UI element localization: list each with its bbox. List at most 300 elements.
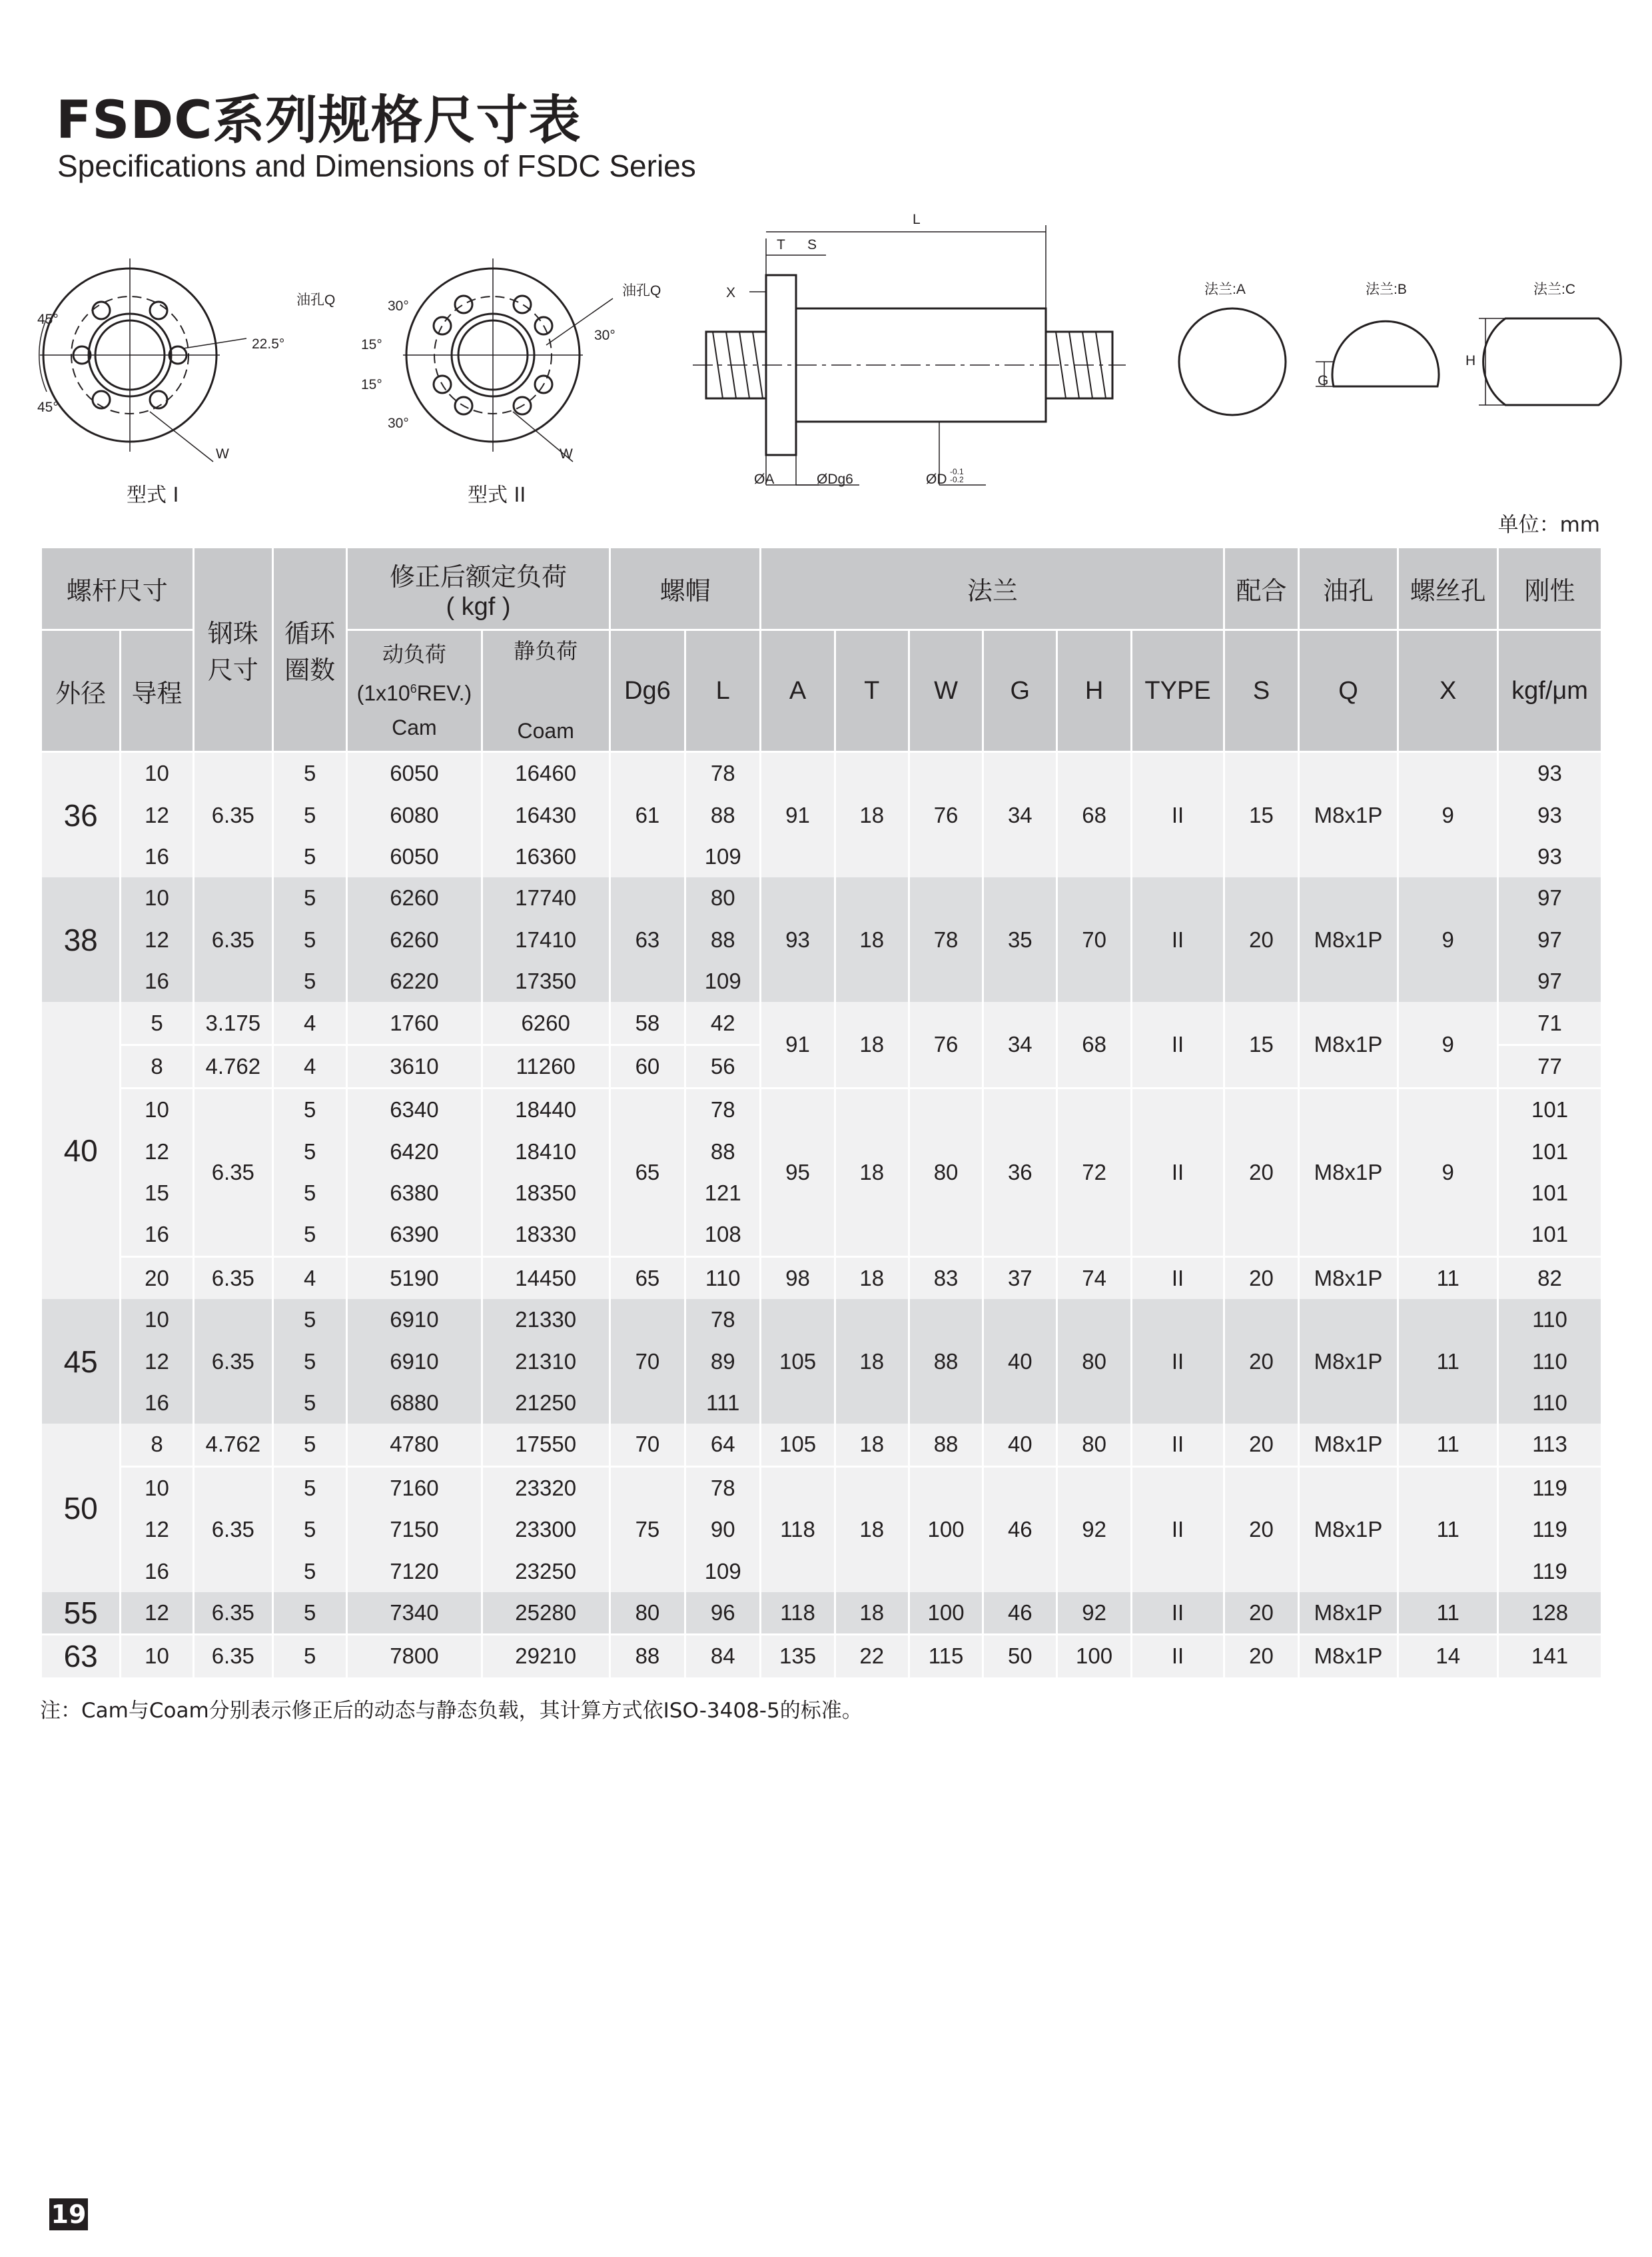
table-cell: II <box>1131 1089 1224 1257</box>
table-row <box>41 1089 1602 1131</box>
header-l: L <box>685 630 761 752</box>
header-oil: 油孔 <box>1298 548 1398 630</box>
table-cell: 23300 <box>482 1509 610 1550</box>
table-row <box>41 752 1602 795</box>
table-cell: 105 <box>761 1424 835 1466</box>
table-cell: 6.35 <box>193 877 272 1002</box>
table-cell: M8x1P <box>1298 1635 1398 1677</box>
table-cell: 5 <box>272 1466 346 1509</box>
table-cell: 36 <box>41 752 121 878</box>
table-cell: M8x1P <box>1298 1592 1398 1635</box>
dim-d-tolerance: -0.1 -0.2 <box>950 467 964 484</box>
table-row <box>41 1256 1602 1299</box>
table-cell: 68 <box>1057 1002 1131 1088</box>
table-cell: 5190 <box>347 1256 482 1299</box>
table-cell: 29210 <box>482 1635 610 1677</box>
table-cell: 100 <box>909 1466 983 1592</box>
table-row <box>41 877 1602 919</box>
type2-caption: 型式 II <box>468 484 526 507</box>
table-cell: 46 <box>983 1592 1057 1635</box>
header-screw: 螺杆尺寸 <box>41 548 194 630</box>
table-cell: 78 <box>685 1089 761 1131</box>
table-cell: 7150 <box>347 1509 482 1550</box>
flange-shape-b <box>1316 321 1439 386</box>
table-cell: 101 <box>1498 1089 1602 1131</box>
table-cell: 97 <box>1498 919 1602 961</box>
table-cell: 55 <box>41 1592 121 1635</box>
table-cell: 11 <box>1398 1466 1498 1592</box>
table-cell: 21250 <box>482 1382 610 1424</box>
table-cell: 6260 <box>347 919 482 961</box>
table-cell: 4780 <box>347 1424 482 1466</box>
table-cell: 91 <box>761 1002 835 1088</box>
table-cell: 128 <box>1498 1592 1602 1635</box>
table-cell: 63 <box>41 1635 121 1677</box>
table-cell: 141 <box>1498 1635 1602 1677</box>
table-cell: 82 <box>1498 1256 1602 1299</box>
flange-shape-c <box>1479 318 1621 405</box>
spec-table <box>40 546 1603 1677</box>
table-cell: M8x1P <box>1298 1002 1398 1088</box>
table-cell: 71 <box>1498 1002 1602 1045</box>
table-cell: 118 <box>761 1592 835 1635</box>
table-cell: 21330 <box>482 1299 610 1340</box>
table-cell: 110 <box>1498 1382 1602 1424</box>
header-flange: 法兰 <box>761 548 1224 630</box>
table-cell: 18410 <box>482 1131 610 1172</box>
table-cell: 3.175 <box>193 1002 272 1045</box>
angle-label: 30° <box>388 298 409 314</box>
table-cell: 16 <box>121 1214 193 1256</box>
table-cell: 109 <box>685 836 761 877</box>
table-cell: 110 <box>685 1256 761 1299</box>
table-row <box>41 1592 1602 1635</box>
table-cell: 96 <box>685 1592 761 1635</box>
table-cell: 78 <box>909 877 983 1002</box>
table-cell: M8x1P <box>1298 1299 1398 1424</box>
table-row <box>41 1002 1602 1045</box>
table-cell: 12 <box>121 919 193 961</box>
table-cell: 111 <box>685 1382 761 1424</box>
table-cell: 7160 <box>347 1466 482 1509</box>
table-cell: 12 <box>121 1509 193 1550</box>
table-cell: 12 <box>121 1340 193 1382</box>
table-cell: 4 <box>272 1002 346 1045</box>
table-cell: 5 <box>272 961 346 1002</box>
table-cell: 109 <box>685 961 761 1002</box>
table-cell: 93 <box>1498 794 1602 835</box>
table-cell: 20 <box>1224 1089 1298 1257</box>
type1-flange-drawing <box>39 258 246 462</box>
table-cell: 93 <box>761 877 835 1002</box>
table-cell: 92 <box>1057 1466 1131 1592</box>
table-cell: 77 <box>1498 1045 1602 1088</box>
header-stiffness: 刚性 <box>1498 548 1602 630</box>
table-cell: 18 <box>835 1089 909 1257</box>
table-cell: 20 <box>1224 877 1298 1002</box>
table-cell: 6.35 <box>193 1299 272 1424</box>
table-cell: 20 <box>1224 1635 1298 1677</box>
dim-a-label: ØA <box>754 472 775 487</box>
flange-shape-a <box>1179 308 1286 415</box>
table-cell: 36 <box>983 1089 1057 1257</box>
table-cell: 11 <box>1398 1592 1498 1635</box>
table-row <box>41 1424 1602 1466</box>
table-cell: 7800 <box>347 1635 482 1677</box>
table-cell: 6390 <box>347 1214 482 1256</box>
table-cell: 16 <box>121 1550 193 1591</box>
table-cell: 17410 <box>482 919 610 961</box>
table-cell: 40 <box>41 1002 121 1299</box>
table-cell: II <box>1131 1592 1224 1635</box>
flange-a-label: 法兰:A <box>1204 282 1246 297</box>
table-cell: 70 <box>1057 877 1131 1002</box>
table-cell: 90 <box>685 1509 761 1550</box>
table-cell: 20 <box>1224 1299 1298 1424</box>
table-cell: 46 <box>983 1466 1057 1592</box>
table-cell: 6260 <box>482 1002 610 1045</box>
table-cell: 15 <box>1224 752 1298 878</box>
table-cell: 34 <box>983 1002 1057 1088</box>
table-cell: 40 <box>983 1299 1057 1424</box>
table-cell: 5 <box>272 1382 346 1424</box>
table-cell: 7120 <box>347 1550 482 1591</box>
table-cell: 6.35 <box>193 752 272 878</box>
table-cell: 18 <box>835 877 909 1002</box>
table-cell: 6.35 <box>193 1635 272 1677</box>
dimension-diagrams <box>27 212 1625 512</box>
angle-label: 30° <box>388 416 409 431</box>
table-cell: 42 <box>685 1002 761 1045</box>
header-dg6: Dg6 <box>610 630 685 752</box>
table-cell: 84 <box>685 1635 761 1677</box>
table-cell: 16 <box>121 1382 193 1424</box>
table-cell: 97 <box>1498 877 1602 919</box>
table-cell: 5 <box>272 1299 346 1340</box>
table-cell: 5 <box>272 1635 346 1677</box>
table-cell: 6050 <box>347 752 482 795</box>
table-cell: 6910 <box>347 1340 482 1382</box>
table-cell: 4.762 <box>193 1045 272 1088</box>
unit-label: 单位：mm <box>1497 513 1600 537</box>
table-cell: 78 <box>685 752 761 795</box>
table-cell: 23250 <box>482 1550 610 1591</box>
table-cell: 108 <box>685 1214 761 1256</box>
table-cell: 119 <box>1498 1550 1602 1591</box>
table-cell: 6220 <box>347 961 482 1002</box>
table-cell: 6050 <box>347 836 482 877</box>
table-cell: 70 <box>610 1424 685 1466</box>
table-cell: 76 <box>909 752 983 878</box>
table-cell: 88 <box>610 1635 685 1677</box>
table-cell: M8x1P <box>1298 1466 1398 1592</box>
table-cell: 74 <box>1057 1256 1131 1299</box>
table-cell: 50 <box>983 1635 1057 1677</box>
w-label: W <box>560 446 573 462</box>
table-cell: M8x1P <box>1298 1424 1398 1466</box>
dim-dg6-label: ØDg6 <box>817 472 853 487</box>
header-load: 修正后额定负荷 ( kgf ) <box>347 548 610 630</box>
table-cell: 97 <box>1498 961 1602 1002</box>
table-cell: 5 <box>272 794 346 835</box>
table-cell: 16460 <box>482 752 610 795</box>
table-cell: 101 <box>1498 1172 1602 1214</box>
table-cell: 18 <box>835 1299 909 1424</box>
angle-label: 30° <box>594 328 616 343</box>
table-cell: 80 <box>1057 1424 1131 1466</box>
table-cell: 110 <box>1498 1299 1602 1340</box>
table-cell: 63 <box>610 877 685 1002</box>
table-cell: 18 <box>835 1466 909 1592</box>
header-od: 外径 <box>41 630 121 752</box>
table-cell: 101 <box>1498 1131 1602 1172</box>
table-cell: 11 <box>1398 1256 1498 1299</box>
table-cell: 78 <box>685 1466 761 1509</box>
angle-label: 45° <box>37 400 59 415</box>
oil-hole-label: 油孔Q <box>622 283 661 298</box>
table-cell: II <box>1131 1002 1224 1088</box>
table-cell: 83 <box>909 1256 983 1299</box>
header-static: 静负荷 Coam <box>482 630 610 752</box>
table-cell: M8x1P <box>1298 1089 1398 1257</box>
dim-x-label: X <box>726 285 736 300</box>
table-cell: 88 <box>909 1424 983 1466</box>
w-label: W <box>216 446 229 462</box>
table-cell: II <box>1131 752 1224 878</box>
table-cell: 72 <box>1057 1089 1131 1257</box>
table-cell: 119 <box>1498 1466 1602 1509</box>
table-cell: 50 <box>41 1424 121 1592</box>
table-cell: 61 <box>610 752 685 878</box>
table-cell: 12 <box>121 1131 193 1172</box>
table-cell: 101 <box>1498 1214 1602 1256</box>
table-cell: 64 <box>685 1424 761 1466</box>
table-cell: 18 <box>835 1002 909 1088</box>
table-cell: 9 <box>1398 877 1498 1002</box>
header-dynamic: 动负荷 $(1x10^6REV.)$ Cam <box>347 630 482 752</box>
angle-label: 15° <box>361 377 382 392</box>
table-cell: 11 <box>1398 1299 1498 1424</box>
table-cell: 80 <box>685 877 761 919</box>
table-cell: 10 <box>121 752 193 795</box>
table-row <box>41 1466 1602 1509</box>
nut-side-drawing <box>693 225 1126 485</box>
table-cell: 6380 <box>347 1172 482 1214</box>
table-cell: 119 <box>1498 1509 1602 1550</box>
table-cell: 14450 <box>482 1256 610 1299</box>
table-cell: 3610 <box>347 1045 482 1088</box>
table-cell: 10 <box>121 1466 193 1509</box>
table-cell: 16 <box>121 836 193 877</box>
header-s: S <box>1224 630 1298 752</box>
table-cell: M8x1P <box>1298 752 1398 878</box>
table-cell: II <box>1131 877 1224 1002</box>
table-cell: 6420 <box>347 1131 482 1172</box>
table-cell: 22 <box>835 1635 909 1677</box>
table-cell: 17350 <box>482 961 610 1002</box>
table-cell: 5 <box>272 1340 346 1382</box>
table-cell: 12 <box>121 1592 193 1635</box>
page-subtitle: Specifications and Dimensions of FSDC Series <box>57 149 696 183</box>
table-cell: 88 <box>685 919 761 961</box>
table-row <box>41 1299 1602 1340</box>
header-h: H <box>1057 630 1131 752</box>
dim-l-label: L <box>913 212 921 227</box>
table-cell: 4 <box>272 1045 346 1088</box>
table-cell: 18 <box>835 1256 909 1299</box>
table-cell: 98 <box>761 1256 835 1299</box>
table-cell: 60 <box>610 1045 685 1088</box>
flange-c-label: 法兰:C <box>1533 282 1575 297</box>
table-cell: 5 <box>272 1172 346 1214</box>
table-cell: 6910 <box>347 1299 482 1340</box>
flange-b-label: 法兰:B <box>1366 282 1407 297</box>
table-cell: 6.35 <box>193 1256 272 1299</box>
dim-t-label: T <box>777 237 785 252</box>
table-cell: 10 <box>121 1635 193 1677</box>
table-cell: 10 <box>121 1089 193 1131</box>
table-cell: 135 <box>761 1635 835 1677</box>
table-cell: 16430 <box>482 794 610 835</box>
table-cell: 65 <box>610 1089 685 1257</box>
table-cell: 113 <box>1498 1424 1602 1466</box>
table-cell: 5 <box>272 1214 346 1256</box>
header-type: TYPE <box>1131 630 1224 752</box>
table-cell: 76 <box>909 1002 983 1088</box>
page-title: FSDC系列规格尺寸表 <box>56 91 582 151</box>
table-cell: 88 <box>909 1299 983 1424</box>
table-cell: 18330 <box>482 1214 610 1256</box>
table-cell: 10 <box>121 1299 193 1340</box>
table-cell: 88 <box>685 794 761 835</box>
table-cell: 5 <box>272 1550 346 1591</box>
table-cell: 75 <box>610 1466 685 1592</box>
table-cell: II <box>1131 1466 1224 1592</box>
table-cell: 11260 <box>482 1045 610 1088</box>
table-cell: 6.35 <box>193 1592 272 1635</box>
table-cell: 45 <box>41 1299 121 1424</box>
table-cell: 100 <box>909 1592 983 1635</box>
table-cell: 100 <box>1057 1635 1131 1677</box>
header-kgf: kgf/μm <box>1498 630 1602 752</box>
table-cell: M8x1P <box>1298 877 1398 1002</box>
table-cell: 7340 <box>347 1592 482 1635</box>
type1-caption: 型式 I <box>127 484 179 507</box>
table-cell: 65 <box>610 1256 685 1299</box>
table-cell: 5 <box>272 1509 346 1550</box>
table-cell: 40 <box>983 1424 1057 1466</box>
table-cell: 8 <box>121 1424 193 1466</box>
table-cell: 6340 <box>347 1089 482 1131</box>
table-cell: 37 <box>983 1256 1057 1299</box>
table-cell: 20 <box>1224 1424 1298 1466</box>
table-cell: 35 <box>983 877 1057 1002</box>
table-cell: 10 <box>121 877 193 919</box>
table-cell: 110 <box>1498 1340 1602 1382</box>
table-cell: 23320 <box>482 1466 610 1509</box>
table-cell: 5 <box>272 1592 346 1635</box>
table-cell: 15 <box>1224 1002 1298 1088</box>
table-cell: 6880 <box>347 1382 482 1424</box>
table-cell: 5 <box>272 1089 346 1131</box>
table-cell: 121 <box>685 1172 761 1214</box>
table-cell: 8 <box>121 1045 193 1088</box>
angle-label: 45° <box>37 312 59 327</box>
table-cell: 5 <box>272 1424 346 1466</box>
table-cell: 5 <box>272 752 346 795</box>
table-cell: 5 <box>272 1131 346 1172</box>
table-cell: 95 <box>761 1089 835 1257</box>
header-lead: 导程 <box>121 630 193 752</box>
table-cell: 92 <box>1057 1592 1131 1635</box>
table-cell: 25280 <box>482 1592 610 1635</box>
header-fit: 配合 <box>1224 548 1298 630</box>
table-cell: 17550 <box>482 1424 610 1466</box>
table-cell: 56 <box>685 1045 761 1088</box>
table-cell: 68 <box>1057 752 1131 878</box>
type2-flange-drawing <box>403 258 613 462</box>
table-cell: 5 <box>272 836 346 877</box>
footnote: 注：Cam与Coam分别表示修正后的动态与静态负载，其计算方式依ISO-3408-5的标准。 <box>40 1699 863 1723</box>
table-cell: 93 <box>1498 836 1602 877</box>
header-circuit: 循环 圈数 <box>272 548 346 752</box>
header-x: X <box>1398 630 1498 752</box>
table-cell: 88 <box>685 1131 761 1172</box>
table-cell: 18440 <box>482 1089 610 1131</box>
table-cell: 16 <box>121 961 193 1002</box>
table-cell: 1760 <box>347 1002 482 1045</box>
table-cell: 5 <box>272 877 346 919</box>
table-cell: 115 <box>909 1635 983 1677</box>
header-thread: 螺丝孔 <box>1398 548 1498 630</box>
table-cell: 9 <box>1398 1002 1498 1088</box>
header-q: Q <box>1298 630 1398 752</box>
table-cell: 20 <box>1224 1466 1298 1592</box>
table-header-row <box>41 548 1602 630</box>
table-cell: 58 <box>610 1002 685 1045</box>
table-cell: M8x1P <box>1298 1256 1398 1299</box>
table-cell: 18 <box>835 1592 909 1635</box>
oil-hole-label: 油孔Q <box>296 292 336 308</box>
table-cell: 11 <box>1398 1424 1498 1466</box>
table-cell: 91 <box>761 752 835 878</box>
table-cell: 80 <box>1057 1299 1131 1424</box>
table-cell: 18350 <box>482 1172 610 1214</box>
table-cell: 12 <box>121 794 193 835</box>
table-cell: 20 <box>1224 1592 1298 1635</box>
table-cell: II <box>1131 1256 1224 1299</box>
table-cell: 17740 <box>482 877 610 919</box>
table-cell: 118 <box>761 1466 835 1592</box>
page-number: 19 <box>49 2198 88 2230</box>
table-cell: 21310 <box>482 1340 610 1382</box>
dim-s-label: S <box>807 237 817 252</box>
table-cell: 6.35 <box>193 1089 272 1257</box>
table-cell: 5 <box>121 1002 193 1045</box>
table-cell: 6260 <box>347 877 482 919</box>
table-cell: 89 <box>685 1340 761 1382</box>
table-cell: II <box>1131 1424 1224 1466</box>
table-cell: 6.35 <box>193 1466 272 1592</box>
table-cell: 80 <box>909 1089 983 1257</box>
table-cell: 20 <box>1224 1256 1298 1299</box>
table-cell: 16360 <box>482 836 610 877</box>
table-row <box>41 1635 1602 1677</box>
table-cell: 9 <box>1398 1089 1498 1257</box>
angle-label: 22.5° <box>252 336 285 352</box>
table-cell: 6080 <box>347 794 482 835</box>
table-cell: 109 <box>685 1550 761 1591</box>
